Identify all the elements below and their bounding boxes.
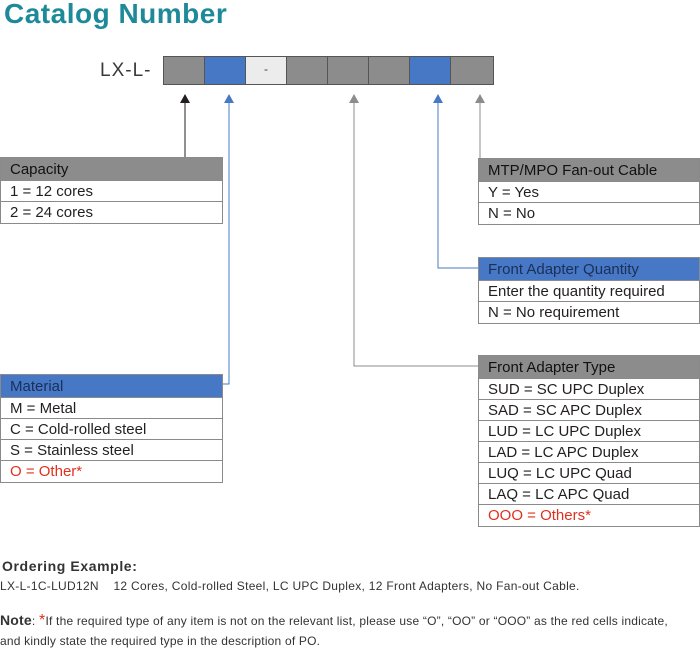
page-title: Catalog Number [4,0,228,29]
adapter-type-option-other: OOO = Others* [488,507,591,524]
catalog-prefix: LX-L- [100,60,152,81]
quantity-connector [438,102,478,268]
note: Note: *If the required type of any item is not on the relevant list, please use “O”, “OO” or “OOO” as the red cells indicate, and kindly state the required type in the description of PO. [0,612,668,648]
example-code: LX-L-1C-LUD12N [0,579,99,593]
code-cell-separator: - [246,57,287,84]
fanout-option: Y = Yes [479,182,699,203]
ordering-example-text [0,579,580,593]
material-arrow-icon [224,94,234,103]
fanout-connector [478,102,480,159]
capacity-table [0,157,223,224]
adapter-type-connector [354,102,478,366]
material-header: Material [1,375,222,398]
quantity-header: Front Adapter Quantity [479,258,699,281]
fanout-arrow-icon [475,94,485,103]
fanout-table [478,158,700,225]
adapter-type-option: LAD = LC APC Duplex [479,442,699,463]
asterisk-icon: * [39,612,46,629]
adapter-type-table [478,355,700,527]
adapter-type-header: Front Adapter Type [479,356,699,379]
material-option-other: O = Other* [10,463,83,480]
ordering-example-title: Ordering Example: [2,558,138,574]
note-label: Note [0,612,32,628]
capacity-option: 1 = 12 cores [1,181,222,202]
capacity-option: 2 = 24 cores [10,204,93,221]
material-connector [223,102,229,384]
material-option: M = Metal [1,398,222,419]
fanout-option: N = No [488,205,536,222]
quantity-option: N = No requirement [488,304,620,321]
adapter-type-option: SUD = SC UPC Duplex [479,379,699,400]
example-description: 12 Cores, Cold-rolled Steel, LC UPC Duplex, 12 Front Adapters, No Fan-out Cable. [113,579,580,593]
material-option: C = Cold-rolled steel [1,419,222,440]
capacity-arrow-icon [180,94,190,103]
quantity-option: Enter the quantity required [479,281,699,302]
adapter-type-option: LUQ = LC UPC Quad [479,463,699,484]
quantity-table [478,257,700,324]
quantity-arrow-icon [433,94,443,103]
capacity-header: Capacity [1,158,222,181]
note-text: If the required type of any item is not on the relevant list, please use “O”, “OO” or “OOO” as the red cells indicate, and kindly state the required type in the description of PO. [0,614,668,648]
material-table [0,374,223,483]
adapter-type-option: LAQ = LC APC Quad [479,484,699,505]
fanout-header: MTP/MPO Fan-out Cable [479,159,699,182]
material-option: S = Stainless steel [1,440,222,461]
adapter-type-arrow-icon [349,94,359,103]
adapter-type-option: LUD = LC UPC Duplex [479,421,699,442]
adapter-type-option: SAD = SC APC Duplex [479,400,699,421]
